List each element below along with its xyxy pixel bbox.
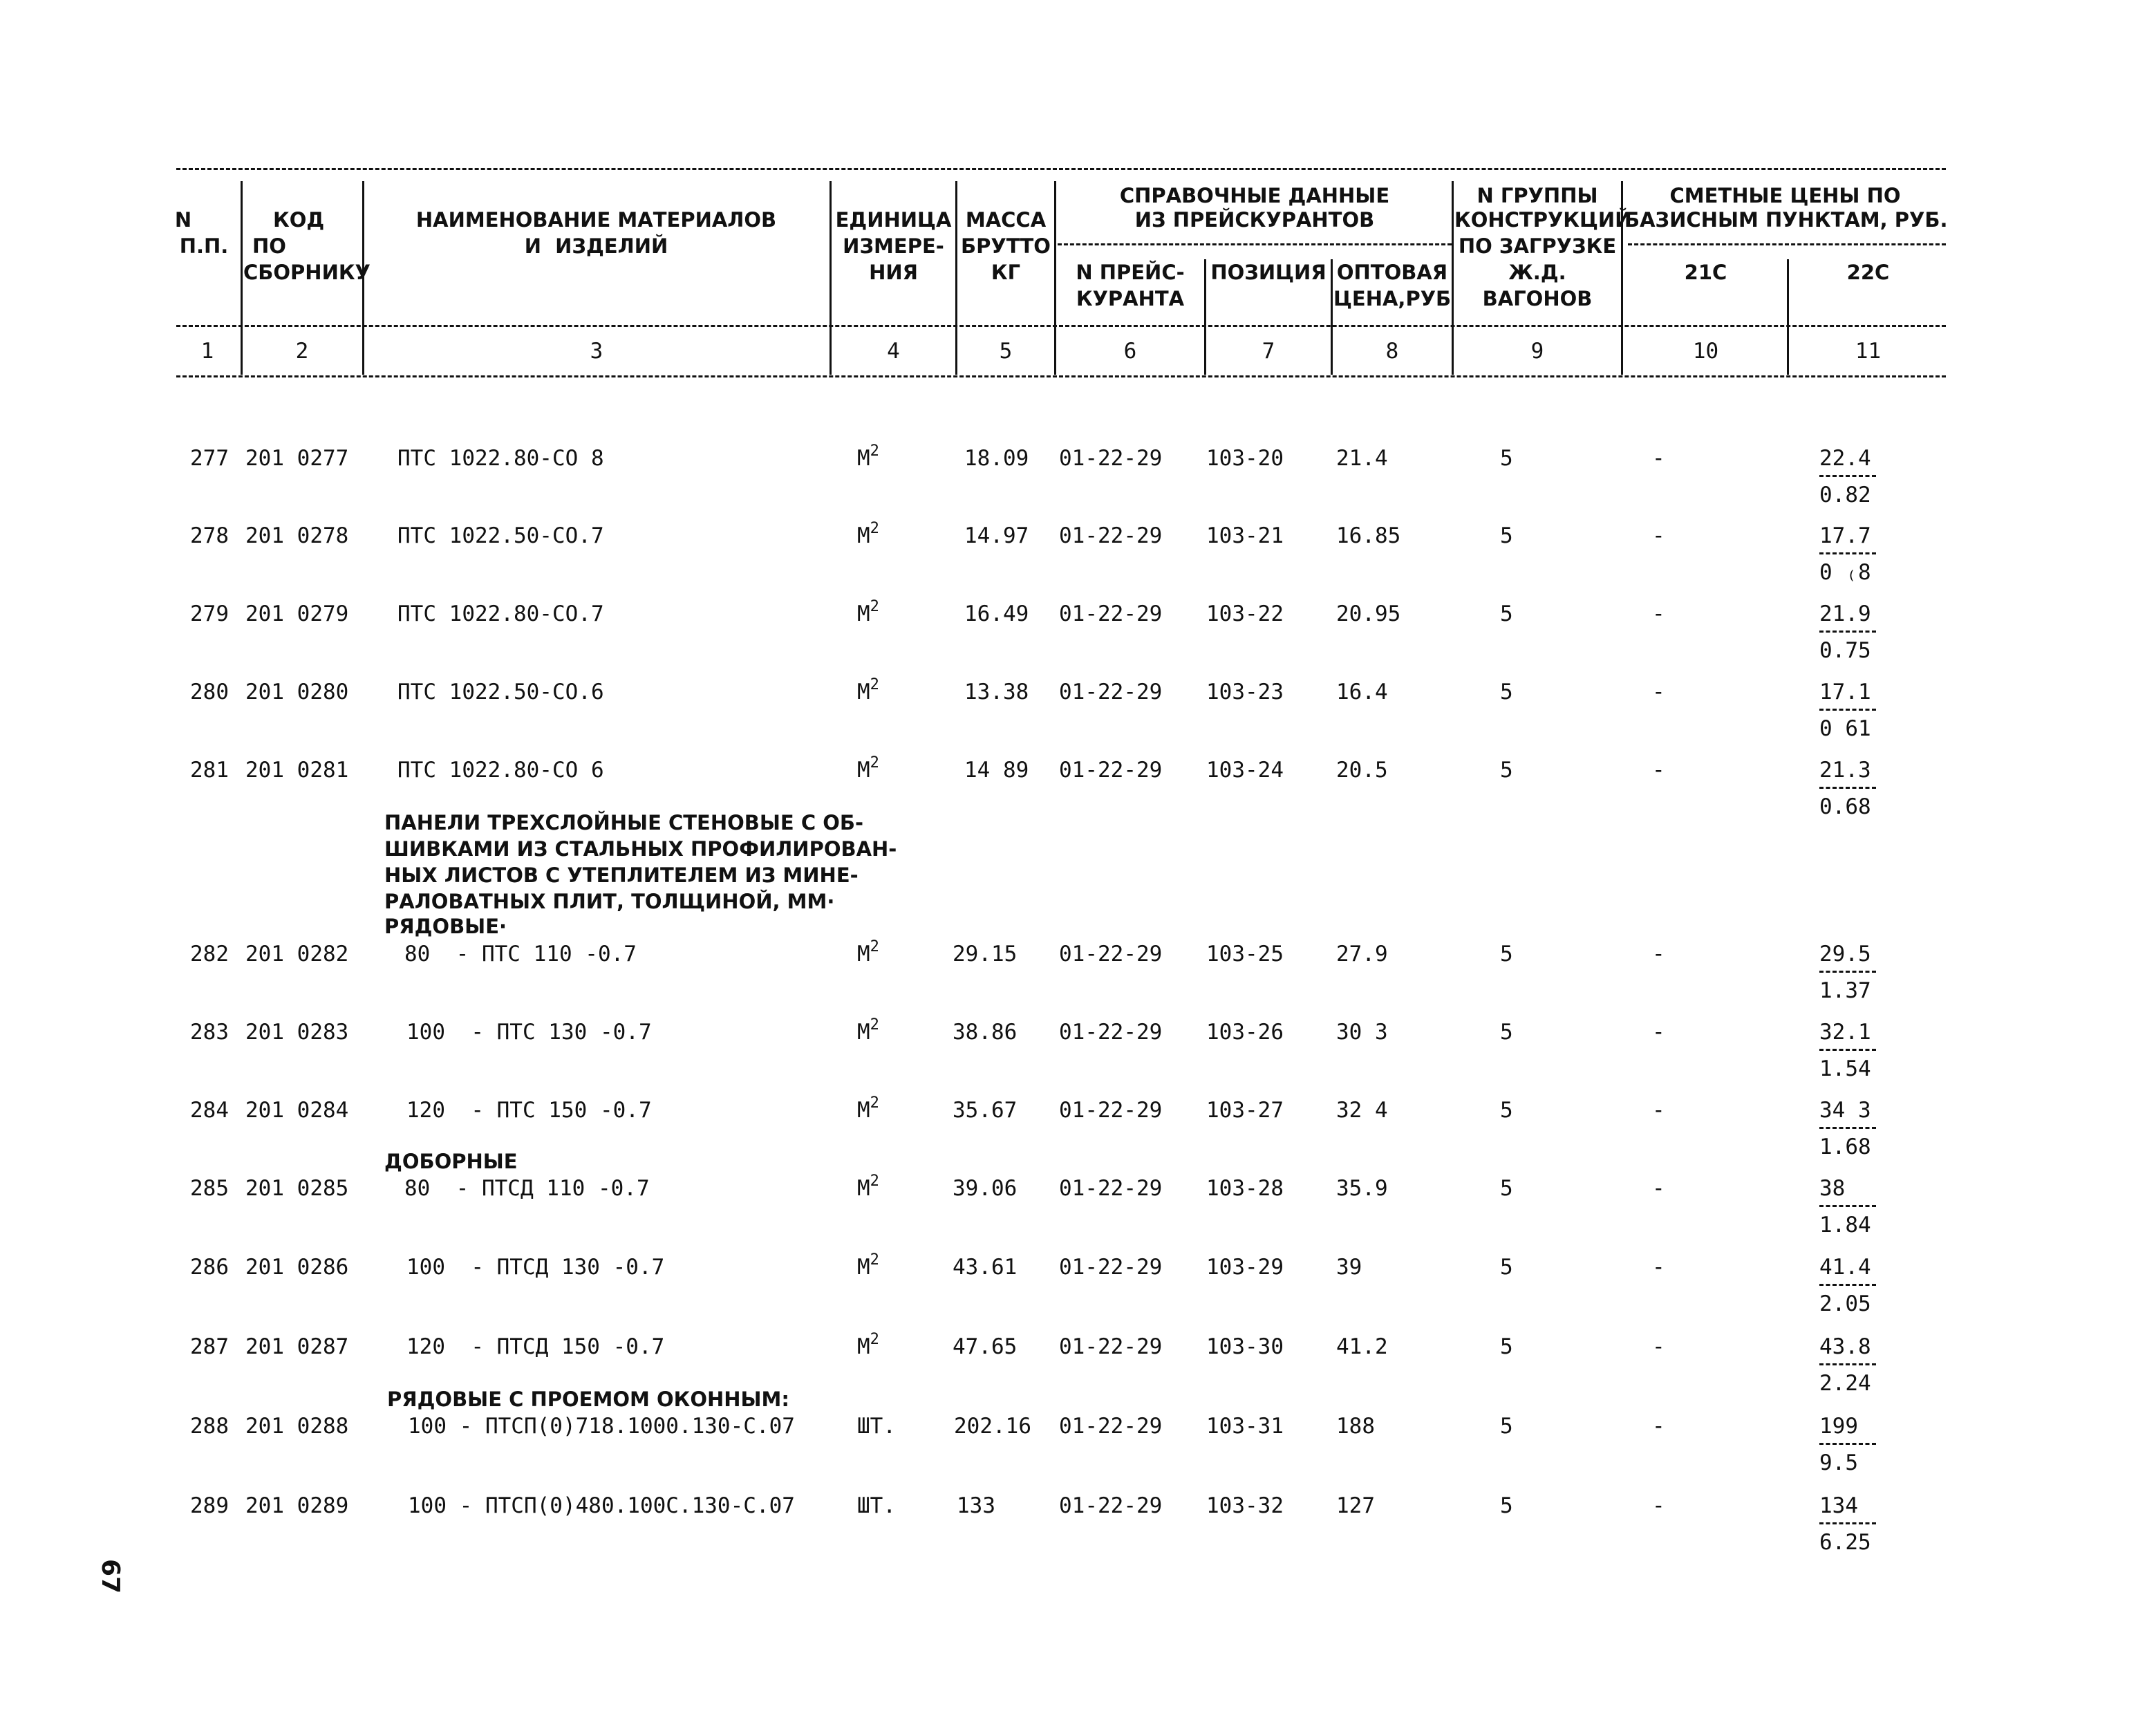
cell-mass: 16.49 bbox=[964, 601, 1029, 626]
note-line: ДОБОРНЫЕ bbox=[384, 1150, 518, 1173]
cell-c11-fraction bbox=[1819, 680, 1895, 741]
fraction-numerator: 134 bbox=[1819, 1493, 1858, 1518]
cell-unit bbox=[857, 598, 879, 626]
cell-mass: 35.67 bbox=[953, 1098, 1018, 1123]
cell-price: 39 bbox=[1336, 1255, 1362, 1280]
colnum-9: 9 bbox=[1530, 339, 1544, 364]
cell-n: 279 bbox=[190, 601, 229, 626]
unit-superscript: 2 bbox=[870, 1094, 879, 1112]
header-sbornik: СБОРНИКУ bbox=[243, 261, 371, 284]
fraction-bar bbox=[1819, 709, 1876, 711]
cell-pr: 01-22-29 bbox=[1059, 758, 1163, 783]
header-group-n-5: ВАГОНОВ bbox=[1482, 287, 1593, 310]
cell-name: 120 - ПТСД 150 -0.7 bbox=[406, 1334, 665, 1359]
col-separator bbox=[1452, 181, 1454, 375]
note-line: РАЛОВАТНЫХ ПЛИТ, ТОЛЩИНОЙ, ММ· bbox=[384, 890, 835, 913]
cell-code: 201 0277 bbox=[245, 446, 349, 471]
cell-c10: - bbox=[1652, 680, 1665, 704]
cell-pos: 103-20 bbox=[1206, 446, 1284, 471]
fraction-denominator: 6.25 bbox=[1819, 1530, 1871, 1555]
cell-grp: 5 bbox=[1500, 1493, 1513, 1518]
header-pricelist: N ПРЕЙС- bbox=[1076, 261, 1185, 284]
cell-grp: 5 bbox=[1500, 942, 1513, 966]
unit-superscript: 2 bbox=[870, 938, 879, 955]
header-pricelist-2: КУРАНТА bbox=[1076, 287, 1185, 310]
cell-mass: 29.15 bbox=[953, 942, 1018, 966]
cell-unit bbox=[857, 1016, 879, 1045]
col-separator bbox=[829, 181, 832, 375]
cell-c11-fraction bbox=[1819, 1414, 1895, 1475]
cell-pr: 01-22-29 bbox=[1059, 1020, 1163, 1045]
cell-unit bbox=[857, 676, 879, 704]
cell-n: 284 bbox=[190, 1098, 229, 1123]
cell-mass: 14.97 bbox=[964, 523, 1029, 548]
fraction-bar bbox=[1819, 971, 1876, 973]
fraction-numerator: 38 bbox=[1819, 1176, 1846, 1201]
cell-c10: - bbox=[1652, 942, 1665, 966]
cell-code: 201 0281 bbox=[245, 758, 349, 783]
fraction-denominator: 0.68 bbox=[1819, 794, 1871, 819]
cell-unit bbox=[857, 520, 879, 548]
cell-mass: 43.61 bbox=[953, 1255, 1018, 1280]
cell-pr: 01-22-29 bbox=[1059, 601, 1163, 626]
cell-price: 20.5 bbox=[1336, 758, 1388, 783]
col-separator bbox=[955, 181, 957, 375]
header-22c: 22С bbox=[1846, 261, 1890, 284]
cell-unit bbox=[857, 442, 879, 471]
colnum-3: 3 bbox=[590, 339, 603, 364]
unit-text: ШТ. bbox=[857, 1414, 896, 1439]
cell-code: 201 0285 bbox=[245, 1176, 349, 1201]
cell-pr: 01-22-29 bbox=[1059, 680, 1163, 704]
cell-code: 201 0280 bbox=[245, 680, 349, 704]
colnum-10: 10 bbox=[1692, 339, 1719, 364]
cell-mass: 39.06 bbox=[953, 1176, 1018, 1201]
fraction-bar bbox=[1819, 787, 1876, 789]
cell-pos: 103-23 bbox=[1206, 680, 1284, 704]
subgroup-rule-price bbox=[1628, 243, 1946, 245]
unit-text: М bbox=[857, 942, 870, 966]
unit-superscript: 2 bbox=[870, 1251, 879, 1269]
cell-unit bbox=[857, 1251, 879, 1280]
header-group-n-2: КОНСТРУКЦИЙ bbox=[1454, 208, 1632, 232]
cell-pr: 01-22-29 bbox=[1059, 1255, 1163, 1280]
cell-price: 21.4 bbox=[1336, 446, 1388, 471]
cell-c10: - bbox=[1652, 1255, 1665, 1280]
header-wholesale-2: ЦЕНА,РУБ bbox=[1333, 287, 1452, 310]
unit-text: М bbox=[857, 1020, 870, 1045]
colnum-8: 8 bbox=[1385, 339, 1399, 364]
col-separator bbox=[1054, 181, 1056, 375]
cell-c11-fraction bbox=[1819, 446, 1895, 507]
cell-c11-fraction bbox=[1819, 1334, 1895, 1396]
cell-unit bbox=[857, 1173, 879, 1201]
cell-c10: - bbox=[1652, 758, 1665, 783]
header-group-n-3: ПО ЗАГРУЗКЕ bbox=[1458, 234, 1617, 258]
col-separator bbox=[1787, 259, 1789, 375]
fraction-bar bbox=[1819, 1363, 1876, 1365]
cell-c11-fraction bbox=[1819, 1493, 1895, 1555]
cell-n: 278 bbox=[190, 523, 229, 548]
cell-c10: - bbox=[1652, 1414, 1665, 1439]
cell-c11-fraction bbox=[1819, 1098, 1895, 1159]
fraction-denominator: 2.05 bbox=[1819, 1291, 1871, 1316]
cell-name: 80 - ПТС 110 -0.7 bbox=[404, 942, 637, 966]
cell-code: 201 0287 bbox=[245, 1334, 349, 1359]
cell-mass: 18.09 bbox=[964, 446, 1029, 471]
fraction-denominator: 1.54 bbox=[1819, 1056, 1871, 1081]
cell-pr: 01-22-29 bbox=[1059, 1414, 1163, 1439]
cell-c10: - bbox=[1652, 1176, 1665, 1201]
cell-unit bbox=[857, 1094, 879, 1123]
cell-price: 16.4 bbox=[1336, 680, 1388, 704]
header-price-group: СМЕТНЫЕ ЦЕНЫ ПО bbox=[1669, 184, 1901, 207]
header-group-n: N ГРУППЫ bbox=[1477, 184, 1598, 207]
cell-grp: 5 bbox=[1500, 1020, 1513, 1045]
cell-code: 201 0288 bbox=[245, 1414, 349, 1439]
cell-code: 201 0286 bbox=[245, 1255, 349, 1280]
header-unit: ЕДИНИЦА bbox=[835, 208, 952, 232]
header-price-group-2: БАЗИСНЫМ ПУНКТАМ, РУБ. bbox=[1624, 208, 1948, 232]
unit-text: М bbox=[857, 523, 870, 548]
cell-grp: 5 bbox=[1500, 1255, 1513, 1280]
cell-c11-fraction bbox=[1819, 1176, 1895, 1238]
cell-code: 201 0289 bbox=[245, 1493, 349, 1518]
cell-n: 277 bbox=[190, 446, 229, 471]
cell-price: 127 bbox=[1336, 1493, 1375, 1518]
fraction-denominator: 1.84 bbox=[1819, 1213, 1871, 1238]
cell-n: 282 bbox=[190, 942, 229, 966]
cell-name: 100 - ПТСП(0)718.1000.130-С.07 bbox=[408, 1414, 795, 1439]
header-po: ПО bbox=[252, 234, 286, 258]
cell-c10: - bbox=[1652, 601, 1665, 626]
header-mid-rule bbox=[176, 325, 1946, 327]
header-unit-2: ИЗМЕРЕ- bbox=[843, 234, 944, 258]
cell-pr: 01-22-29 bbox=[1059, 1176, 1163, 1201]
cell-grp: 5 bbox=[1500, 446, 1513, 471]
colnum-4: 4 bbox=[887, 339, 900, 364]
note-line: ШИВКАМИ ИЗ СТАЛЬНЫХ ПРОФИЛИРОВАН- bbox=[384, 837, 897, 861]
cell-price: 41.2 bbox=[1336, 1334, 1388, 1359]
header-21c: 21С bbox=[1684, 261, 1727, 284]
fraction-bar bbox=[1819, 475, 1876, 477]
cell-mass: 47.65 bbox=[953, 1334, 1018, 1359]
colnum-1: 1 bbox=[200, 339, 214, 364]
header-ref-group: СПРАВОЧНЫЕ ДАННЫЕ bbox=[1119, 184, 1390, 207]
fraction-numerator: 22.4 bbox=[1819, 446, 1871, 471]
col-separator bbox=[241, 181, 243, 375]
cell-c10: - bbox=[1652, 1098, 1665, 1123]
cell-pos: 103-29 bbox=[1206, 1255, 1284, 1280]
fraction-numerator: 17.1 bbox=[1819, 680, 1871, 704]
col-separator bbox=[1331, 259, 1333, 375]
cell-unit bbox=[857, 1414, 896, 1439]
cell-pos: 103-28 bbox=[1206, 1176, 1284, 1201]
unit-superscript: 2 bbox=[870, 1331, 879, 1348]
page-number: 67 bbox=[96, 1559, 124, 1594]
cell-name: 80 - ПТСД 110 -0.7 bbox=[404, 1176, 650, 1201]
cell-c11-fraction bbox=[1819, 1255, 1895, 1316]
cell-grp: 5 bbox=[1500, 758, 1513, 783]
colnum-6: 6 bbox=[1123, 339, 1137, 364]
note-line: РЯДОВЫЕ· bbox=[384, 915, 507, 938]
header-position: ПОЗИЦИЯ bbox=[1210, 261, 1327, 284]
fraction-denominator: 1.37 bbox=[1819, 978, 1871, 1003]
cell-price: 35.9 bbox=[1336, 1176, 1388, 1201]
cell-c10: - bbox=[1652, 523, 1665, 548]
cell-pr: 01-22-29 bbox=[1059, 446, 1163, 471]
note-line: РЯДОВЫЕ С ПРОЕМОМ ОКОННЫМ: bbox=[387, 1388, 790, 1411]
header-mass-2: БРУТТО bbox=[961, 234, 1051, 258]
header-code: КОД bbox=[273, 208, 325, 232]
unit-superscript: 2 bbox=[870, 1173, 879, 1190]
note-line: ПАНЕЛИ ТРЕХСЛОЙНЫЕ СТЕНОВЫЕ С ОБ- bbox=[384, 811, 863, 834]
cell-code: 201 0278 bbox=[245, 523, 349, 548]
fraction-numerator: 41.4 bbox=[1819, 1255, 1871, 1280]
cell-code: 201 0282 bbox=[245, 942, 349, 966]
cell-name: 100 - ПТСП(0)480.100С.130-С.07 bbox=[408, 1493, 795, 1518]
unit-text: ШТ. bbox=[857, 1493, 896, 1518]
unit-text: М bbox=[857, 1255, 870, 1280]
fraction-numerator: 21.3 bbox=[1819, 758, 1871, 783]
col-separator bbox=[1204, 259, 1206, 375]
cell-c11-fraction bbox=[1819, 523, 1895, 585]
fraction-denominator: 0 61 bbox=[1819, 716, 1871, 741]
cell-name: ПТС 1022.80-СО 8 bbox=[397, 446, 604, 471]
unit-text: М bbox=[857, 1334, 870, 1359]
unit-superscript: 2 bbox=[870, 676, 879, 693]
cell-name: ПТС 1022.80-СО.7 bbox=[397, 601, 604, 626]
fraction-bar bbox=[1819, 1284, 1876, 1286]
cell-pos: 103-25 bbox=[1206, 942, 1284, 966]
cell-n: 281 bbox=[190, 758, 229, 783]
cell-name: 100 - ПТСД 130 -0.7 bbox=[406, 1255, 665, 1280]
cell-c11-fraction bbox=[1819, 942, 1895, 1003]
cell-grp: 5 bbox=[1500, 680, 1513, 704]
cell-mass: 14 89 bbox=[964, 758, 1029, 783]
cell-code: 201 0284 bbox=[245, 1098, 349, 1123]
header-unit-3: НИЯ bbox=[869, 261, 918, 284]
cell-name: 120 - ПТС 150 -0.7 bbox=[406, 1098, 652, 1123]
header-wholesale: ОПТОВАЯ bbox=[1336, 261, 1448, 284]
header-bottom-rule bbox=[176, 375, 1946, 377]
unit-superscript: 2 bbox=[870, 754, 879, 772]
colnum-7: 7 bbox=[1262, 339, 1275, 364]
cell-pr: 01-22-29 bbox=[1059, 523, 1163, 548]
fraction-bar bbox=[1819, 1049, 1876, 1051]
header-top-rule bbox=[176, 168, 1946, 170]
cell-c10: - bbox=[1652, 1020, 1665, 1045]
fraction-denominator: 0.82 bbox=[1819, 483, 1871, 507]
header-n: N bbox=[174, 208, 192, 232]
cell-c10: - bbox=[1652, 1334, 1665, 1359]
cell-grp: 5 bbox=[1500, 1334, 1513, 1359]
cell-n: 287 bbox=[190, 1334, 229, 1359]
cell-mass: 13.38 bbox=[964, 680, 1029, 704]
cell-pos: 103-31 bbox=[1206, 1414, 1284, 1439]
fraction-bar bbox=[1819, 1522, 1876, 1524]
cell-grp: 5 bbox=[1500, 601, 1513, 626]
fraction-numerator: 199 bbox=[1819, 1414, 1858, 1439]
cell-pos: 103-24 bbox=[1206, 758, 1284, 783]
unit-superscript: 2 bbox=[870, 598, 879, 615]
fraction-numerator: 21.9 bbox=[1819, 601, 1871, 626]
cell-pos: 103-27 bbox=[1206, 1098, 1284, 1123]
cell-price: 188 bbox=[1336, 1414, 1375, 1439]
colnum-2: 2 bbox=[295, 339, 309, 364]
cell-grp: 5 bbox=[1500, 1098, 1513, 1123]
cell-pos: 103-22 bbox=[1206, 601, 1284, 626]
unit-text: М bbox=[857, 1176, 870, 1201]
cell-mass: 38.86 bbox=[953, 1020, 1018, 1045]
unit-text: М bbox=[857, 601, 870, 626]
cell-grp: 5 bbox=[1500, 523, 1513, 548]
unit-superscript: 2 bbox=[870, 1016, 879, 1034]
cell-price: 16.85 bbox=[1336, 523, 1401, 548]
unit-superscript: 2 bbox=[870, 442, 879, 460]
cell-name: ПТС 1022.50-СО.6 bbox=[397, 680, 604, 704]
colnum-5: 5 bbox=[999, 339, 1013, 364]
cell-pr: 01-22-29 bbox=[1059, 1098, 1163, 1123]
fraction-denominator: 1.68 bbox=[1819, 1134, 1871, 1159]
cell-n: 283 bbox=[190, 1020, 229, 1045]
cell-pos: 103-26 bbox=[1206, 1020, 1284, 1045]
cell-unit bbox=[857, 938, 879, 966]
cell-pos: 103-30 bbox=[1206, 1334, 1284, 1359]
cell-n: 286 bbox=[190, 1255, 229, 1280]
cell-n: 288 bbox=[190, 1414, 229, 1439]
fraction-numerator: 34 3 bbox=[1819, 1098, 1871, 1123]
cell-n: 285 bbox=[190, 1176, 229, 1201]
cell-grp: 5 bbox=[1500, 1176, 1513, 1201]
cell-n: 289 bbox=[190, 1493, 229, 1518]
header-group-n-4: Ж.Д. bbox=[1508, 261, 1566, 284]
header-mass-3: КГ bbox=[991, 261, 1021, 284]
colnum-11: 11 bbox=[1855, 339, 1882, 364]
fraction-numerator: 32.1 bbox=[1819, 1020, 1871, 1045]
unit-text: М bbox=[857, 680, 870, 704]
cell-pr: 01-22-29 bbox=[1059, 1493, 1163, 1518]
cell-mass: 202.16 bbox=[954, 1414, 1031, 1439]
cell-name: ПТС 1022.80-СО 6 bbox=[397, 758, 604, 783]
fraction-bar bbox=[1819, 1205, 1876, 1207]
cell-c11-fraction bbox=[1819, 1020, 1895, 1081]
cell-unit bbox=[857, 1493, 896, 1518]
cell-pos: 103-32 bbox=[1206, 1493, 1284, 1518]
cell-grp: 5 bbox=[1500, 1414, 1513, 1439]
fraction-bar bbox=[1819, 552, 1876, 554]
cell-name: 100 - ПТС 130 -0.7 bbox=[406, 1020, 652, 1045]
cell-price: 32 4 bbox=[1336, 1098, 1388, 1123]
fraction-numerator: 43.8 bbox=[1819, 1334, 1871, 1359]
fraction-denominator: 2.24 bbox=[1819, 1371, 1871, 1396]
fraction-bar bbox=[1819, 1127, 1876, 1129]
cell-price: 30 3 bbox=[1336, 1020, 1388, 1045]
cell-c10: - bbox=[1652, 446, 1665, 471]
header-name: НАИМЕНОВАНИЕ МАТЕРИАЛОВ bbox=[415, 208, 777, 232]
unit-text: М bbox=[857, 1098, 870, 1123]
fraction-denominator: 0.75 bbox=[1819, 638, 1871, 663]
cell-mass: 133 bbox=[957, 1493, 995, 1518]
unit-text: М bbox=[857, 758, 870, 783]
fraction-bar bbox=[1819, 631, 1876, 633]
cell-price: 27.9 bbox=[1336, 942, 1388, 966]
note-line: НЫХ ЛИСТОВ С УТЕПЛИТЕЛЕМ ИЗ МИНЕ- bbox=[384, 863, 859, 887]
cell-pos: 103-21 bbox=[1206, 523, 1284, 548]
cell-pr: 01-22-29 bbox=[1059, 942, 1163, 966]
fraction-denominator: 0 ₍8 bbox=[1819, 560, 1871, 585]
unit-superscript: 2 bbox=[870, 520, 879, 537]
header-ref-group-2: ИЗ ПРЕЙСКУРАНТОВ bbox=[1134, 208, 1375, 232]
subgroup-rule-ref bbox=[1058, 243, 1452, 245]
cell-name: ПТС 1022.50-СО.7 bbox=[397, 523, 604, 548]
cell-c10: - bbox=[1652, 1493, 1665, 1518]
unit-text: М bbox=[857, 446, 870, 471]
cell-pr: 01-22-29 bbox=[1059, 1334, 1163, 1359]
cell-price: 20.95 bbox=[1336, 601, 1401, 626]
cell-n: 280 bbox=[190, 680, 229, 704]
cell-unit bbox=[857, 1331, 879, 1359]
cell-code: 201 0279 bbox=[245, 601, 349, 626]
cell-c11-fraction bbox=[1819, 758, 1895, 819]
cell-unit bbox=[857, 754, 879, 783]
fraction-numerator: 29.5 bbox=[1819, 942, 1871, 966]
header-name-2: И ИЗДЕЛИЙ bbox=[524, 234, 668, 258]
header-mass: МАССА bbox=[965, 208, 1047, 232]
header-pp: П.П. bbox=[179, 234, 229, 258]
cell-c11-fraction bbox=[1819, 601, 1895, 663]
fraction-numerator: 17.7 bbox=[1819, 523, 1871, 548]
fraction-denominator: 9.5 bbox=[1819, 1450, 1858, 1475]
cell-code: 201 0283 bbox=[245, 1020, 349, 1045]
fraction-bar bbox=[1819, 1443, 1876, 1445]
